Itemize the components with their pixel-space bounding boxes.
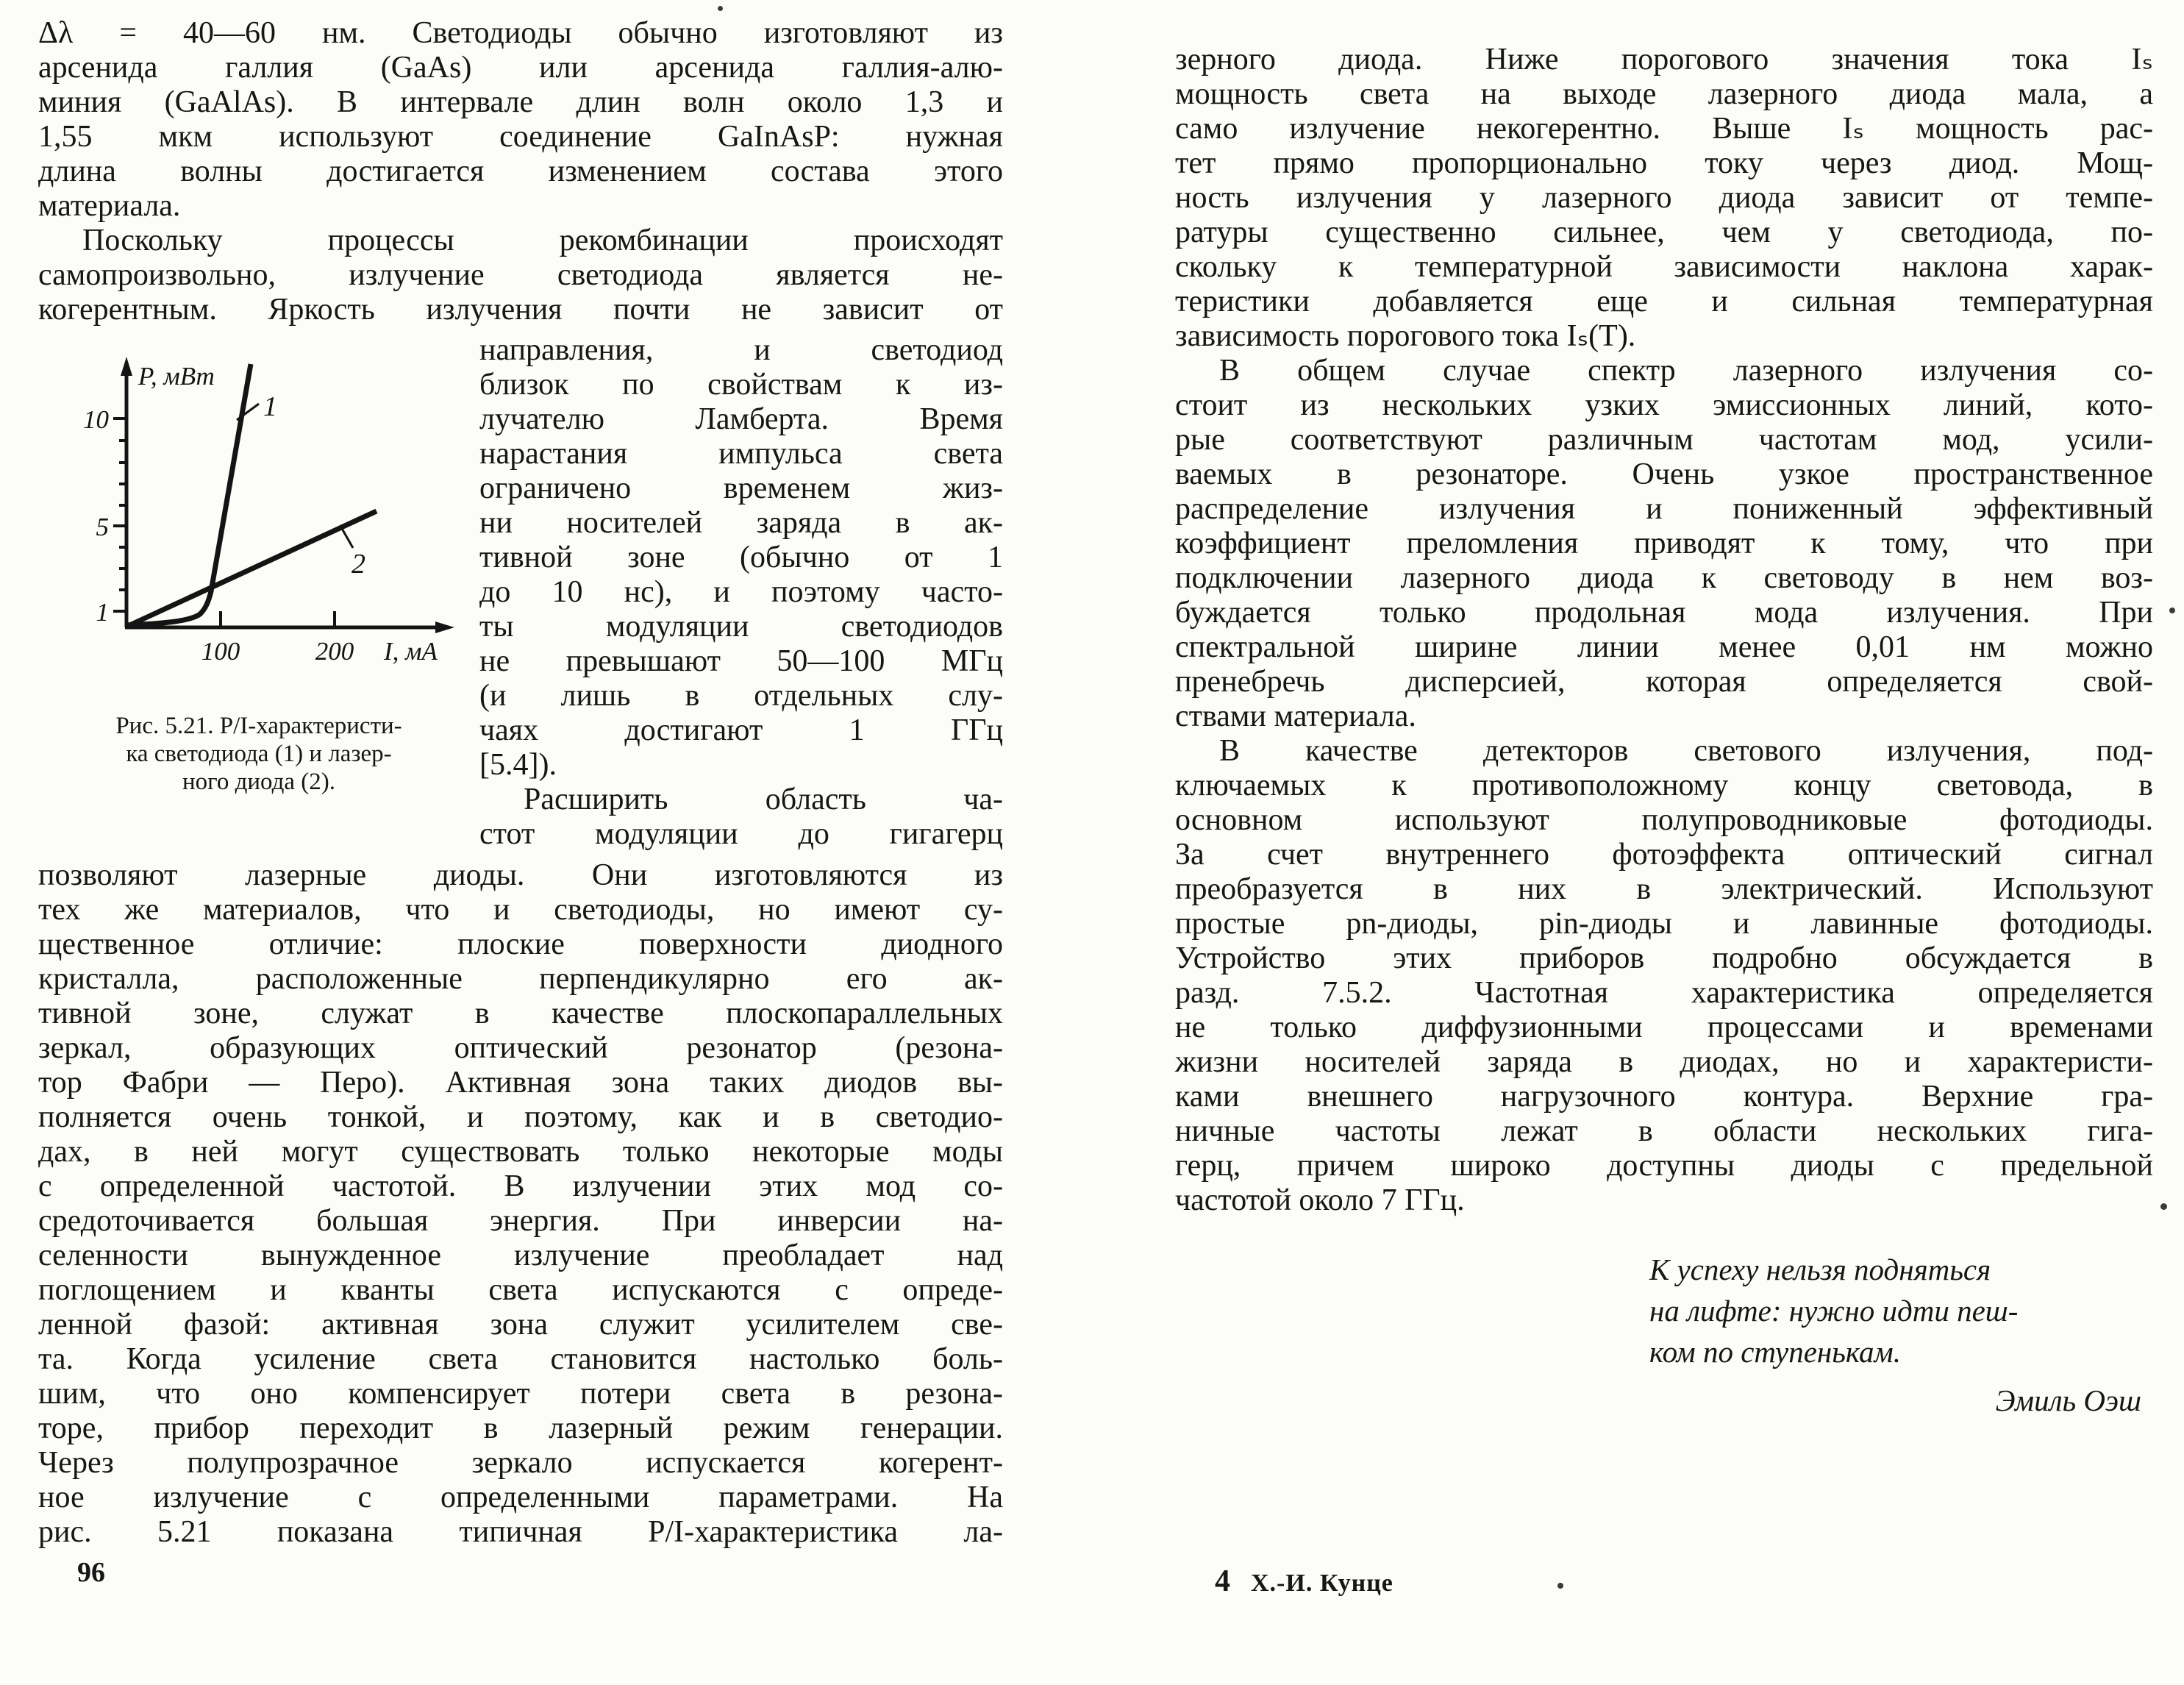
text-line: зависимость порогового тока Iₛ(T). <box>1175 319 1636 353</box>
text-line: распределение излучения и пониженный эффективный <box>1175 492 2153 526</box>
text-line: самопроизвольно, излучение светодиода является не- <box>38 258 1003 292</box>
text-line: ключаемых к противоположному концу световода, в <box>1175 769 2153 802</box>
text-line: ком по ступенькам. <box>1649 1335 1901 1369</box>
text-line: та. Когда усиление света становится настолько боль- <box>38 1342 1003 1376</box>
pi-characteristic-chart <box>44 355 478 697</box>
signature-author: Х.-И. Кунце <box>1251 1570 1393 1597</box>
text-line: спектральной ширине линии менее 0,01 нм можно <box>1175 630 2153 664</box>
paragraph-1 <box>1175 43 2153 354</box>
text-line: ками внешнего нагрузочного контура. Верхние гра- <box>1175 1080 2153 1114</box>
text-line: 1,55 мкм используют соединение GaInAsP: нужная <box>38 120 1003 154</box>
x-axis-label: I, мА <box>384 637 438 666</box>
text-line: ратуры существенно сильнее, чем у светодиода, по- <box>1175 215 2153 249</box>
text-line: зерного диода. Ниже порогового значения тока Iₛ <box>1175 43 2153 76</box>
text-line: герц, причем широко доступны диоды с предельной <box>1175 1149 2153 1183</box>
text-line: тех же материалов, что и светодиоды, но имеют су- <box>38 893 1003 927</box>
right-page <box>1175 43 2153 1418</box>
text-line: Рис. 5.21. P/I-характеристи- <box>115 713 402 739</box>
text-line: ограничено временем жиз- <box>479 471 1003 505</box>
left-page <box>38 16 1003 1550</box>
x-tick-label-200: 200 <box>315 637 354 666</box>
text-line: подключении лазерного диода к световоду в нем воз- <box>1175 561 2153 595</box>
text-line: шим, что оно компенсирует потери света в резона- <box>38 1377 1003 1411</box>
text-line: ное излучение с определенными параметрами. На <box>38 1481 1003 1514</box>
text-line: Устройство этих приборов подробно обсуждается в <box>1175 941 2153 975</box>
y-axis-label: P, мВт <box>138 362 215 391</box>
text-line: тет прямо пропорционально току через диод. Мощ- <box>1175 146 2153 180</box>
text-line: ствами материала. <box>1175 699 1416 733</box>
scan-speck <box>2169 608 2175 613</box>
paragraph-2 <box>1175 354 2153 734</box>
paragraph-3 <box>1175 734 2153 1218</box>
scan-speck <box>718 6 723 11</box>
curve-1-label: 1 <box>263 391 277 422</box>
paragraph-2 <box>38 224 1003 327</box>
y-tick-label-1: 1 <box>96 598 109 627</box>
text-line: не превышают 50—100 МГц <box>479 644 1003 678</box>
text-line: коэффициент преломления приводят к тому, что при <box>1175 527 2153 560</box>
text-line: дах, в ней могут существовать только некоторые моды <box>38 1135 1003 1169</box>
text-line: до 10 нс), и поэтому часто- <box>479 575 1003 609</box>
text-line: ного диода (2). <box>182 769 336 795</box>
text-line: ни носителей заряда в ак- <box>479 506 1003 540</box>
text-line: простые pn-диоды, pin-диоды и лавинные фотодиоды. <box>1175 907 2153 941</box>
figure-column <box>38 327 479 796</box>
text-line: средоточивается большая энергия. При инверсии на- <box>38 1204 1003 1238</box>
text-line: ленной фазой: активная зона служит усилителем све- <box>38 1308 1003 1342</box>
text-line: тивной зоне (обычно от 1 <box>479 541 1003 574</box>
scan-speck <box>1557 1583 1563 1589</box>
y-tick-label-10: 10 <box>83 405 109 434</box>
text-line: основном используют полупроводниковые фотодиоды. <box>1175 803 2153 837</box>
text-line: рые соответствуют различным частотам мод, усили- <box>1175 423 2153 457</box>
figure-caption <box>38 712 479 796</box>
text-line: торе, прибор переходит в лазерный режим генерации. <box>38 1411 1003 1445</box>
text-line: материала. <box>38 189 181 223</box>
paragraph-top <box>38 16 1003 224</box>
text-line: близок по свойствам к из- <box>479 368 1003 402</box>
text-line: Δλ = 40—60 нм. Светодиоды обычно изготовляют из <box>38 16 1003 50</box>
text-line: Через полупрозрачное зеркало испускается когерент- <box>38 1446 1003 1480</box>
text-line: с определенной частотой. В излучении этих мод со- <box>38 1169 1003 1203</box>
scan-speck <box>2160 1203 2167 1210</box>
printer-signature-footer <box>1215 1564 1393 1599</box>
text-line: само излучение некогерентно. Выше Iₛ мощность рас- <box>1175 112 2153 146</box>
y-axis-arrow <box>121 357 132 376</box>
signature-number: 4 <box>1215 1564 1230 1598</box>
text-line: мощность света на выходе лазерного диода мала, а <box>1175 77 2153 111</box>
text-line: щественное отличие: плоские поверхности диодного <box>38 927 1003 961</box>
text-line: не только диффузионными процессами и временами <box>1175 1011 2153 1044</box>
side-column <box>479 333 1003 852</box>
paragraph-bottom <box>38 858 1003 1550</box>
text-line: теристики добавляется еще и сильная температурная <box>1175 285 2153 318</box>
text-line: Поскольку процессы рекомбинации происходят <box>82 224 1003 257</box>
text-line: буждается только продольная мода излучения. При <box>1175 596 2153 630</box>
side-column-paragraph-1 <box>479 333 1003 783</box>
text-line: В качестве детекторов светового излучения, под- <box>1219 734 2153 768</box>
text-line: Расширить область ча- <box>524 783 1003 816</box>
text-line: длина волны достигается изменением состава этого <box>38 154 1003 188</box>
text-line: тор Фабри — Перо). Активная зона таких диодов вы- <box>38 1066 1003 1100</box>
curve-2-linear <box>126 511 377 627</box>
text-line: зеркал, образующих оптический резонатор (резона- <box>38 1031 1003 1065</box>
text-line: скольку к температурной зависимости наклона харак- <box>1175 250 2153 284</box>
text-line: стоит из нескольких узких эмиссионных линий, кото- <box>1175 388 2153 422</box>
x-tick-label-100: 100 <box>201 637 240 666</box>
text-line: За счет внутреннего фотоэффекта оптический сигнал <box>1175 838 2153 872</box>
curve-1-steep <box>126 364 251 625</box>
text-line: миния (GaAlAs). В интервале длин волн около 1,3 и <box>38 85 1003 119</box>
text-line: на лифте: нужно идти пеш- <box>1649 1294 2019 1328</box>
text-line: пренебречь дисперсией, которая определяется свой- <box>1175 665 2153 699</box>
epigraph-author: Эмиль Оэш <box>1995 1383 2141 1417</box>
text-line: чаях достигают 1 ГГц <box>479 713 1003 747</box>
text-line: арсенида галлия (GaAs) или арсенида галлия-алю- <box>38 51 1003 85</box>
text-line: когерентным. Яркость излучения почти не зависит от <box>38 293 1003 327</box>
text-line: позволяют лазерные диоды. Они изготовляются из <box>38 858 1003 892</box>
figure-and-sidebar-row <box>38 327 1003 849</box>
text-line: ка светодиода (1) и лазер- <box>126 741 392 767</box>
text-line: преобразуется в них в электрический. Используют <box>1175 872 2153 906</box>
text-line: ничные частоты лежат в области нескольких гига- <box>1175 1114 2153 1148</box>
text-line: тивной зоне, служат в качестве плоскопараллельных <box>38 997 1003 1030</box>
text-line: поглощением и кванты света испускаются с опреде- <box>38 1273 1003 1307</box>
curve-2-label: 2 <box>351 549 365 580</box>
y-tick-label-5: 5 <box>96 513 109 541</box>
side-column-paragraph-2 <box>479 783 1003 852</box>
text-line: селенности вынужденное излучение преобладает над <box>38 1239 1003 1272</box>
text-line: ваемых в резонаторе. Очень узкое пространственное <box>1175 457 2153 491</box>
text-line: рис. 5.21 показана типичная P/I-характеристика ла- <box>38 1515 1003 1549</box>
text-line: (и лишь в отдельных слу- <box>479 679 1003 713</box>
epigraph-quote <box>1649 1249 2153 1372</box>
text-line: нарастания импульса света <box>479 437 1003 471</box>
page-number: 96 <box>77 1557 105 1588</box>
text-line: В общем случае спектр лазерного излучения со- <box>1219 354 2153 388</box>
text-line: частотой около 7 ГГц. <box>1175 1183 1465 1217</box>
text-line: К успеху нельзя подняться <box>1649 1253 1991 1286</box>
text-line: полняется очень тонкой, и поэтому, как и в светодио- <box>38 1100 1003 1134</box>
x-axis-arrow <box>435 621 454 633</box>
text-line: жизни носителей заряда в диодах, но и характеристи- <box>1175 1045 2153 1079</box>
text-line: [5.4]). <box>479 748 557 782</box>
text-line: разд. 7.5.2. Частотная характеристика определяется <box>1175 976 2153 1010</box>
text-line: ты модуляции светодиодов <box>479 610 1003 644</box>
text-line: кристалла, расположенные перпендикулярно его ак- <box>38 962 1003 996</box>
text-line: стот модуляции до гигагерц <box>479 817 1003 851</box>
text-line: направления, и светодиод <box>479 333 1003 367</box>
text-line: лучателю Ламберта. Время <box>479 402 1003 436</box>
text-line: ность излучения у лазерного диода зависит от темпе- <box>1175 181 2153 215</box>
